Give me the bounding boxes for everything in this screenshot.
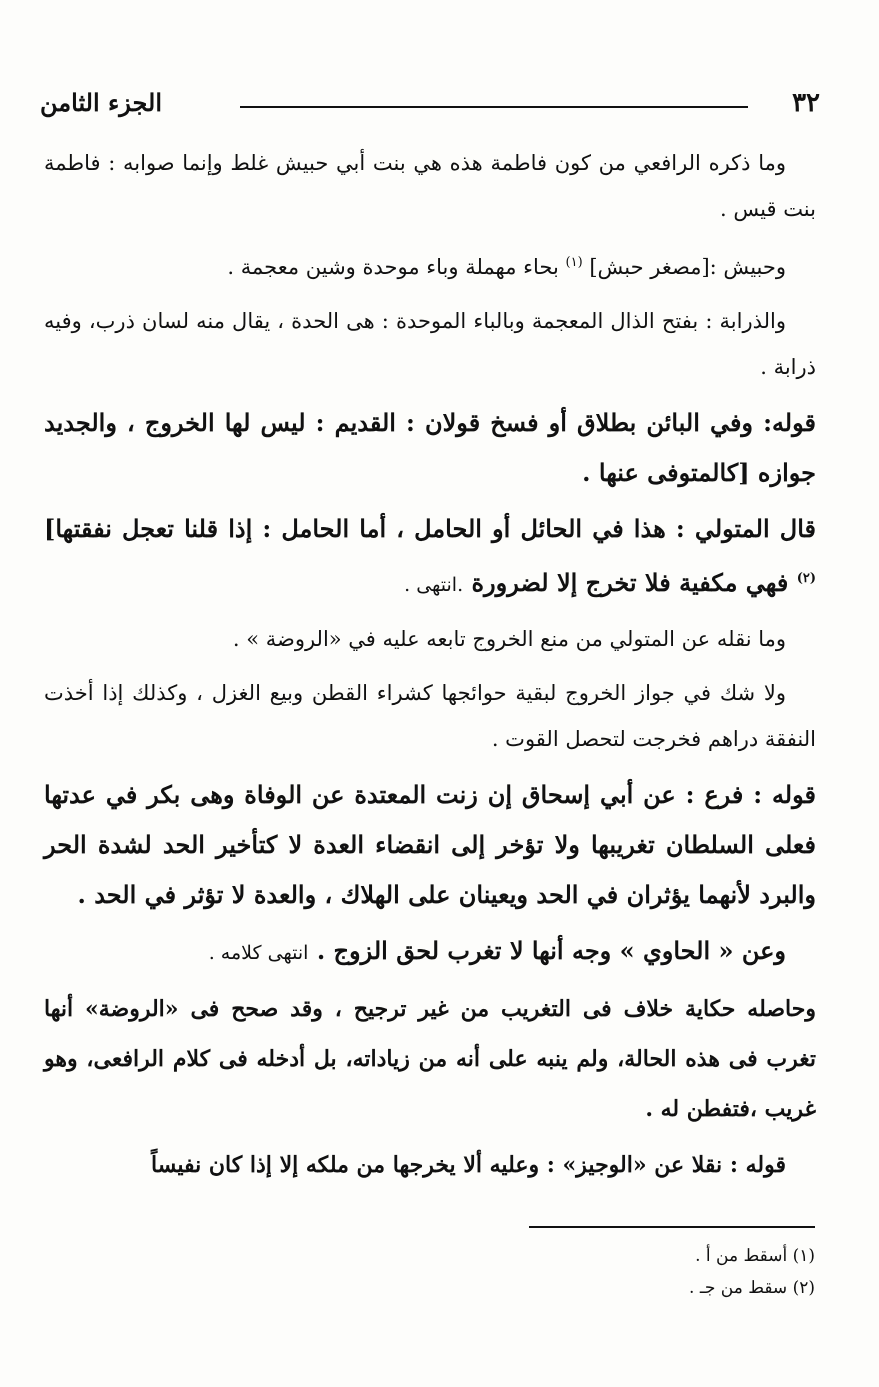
paragraph: والذرابة : بفتح الذال المعجمة وبالباء الموحدة : هى الحدة ، يقال منه لسان ذرب، وفيه ذرابة . [44, 309, 816, 379]
paragraph-text: بحاء مهملة وباء موحدة وشين معجمة . [227, 255, 559, 279]
paragraph-text: وحبيش :[مصغر حبش] [589, 255, 786, 279]
bold-paragraph [44, 926, 816, 978]
paragraph-tail: انتهى كلامه . [208, 942, 309, 964]
paragraph: وما ذكره الرافعي من كون فاطمة هذه هي بنت أبي حبيش غلط وإنما صوابه : فاطمة بنت قيس . [44, 151, 816, 221]
part-title: الجزء الثامن [40, 88, 163, 117]
paragraph-text: قال المتولي : هذا في الحائل أو الحامل ، أما الحامل : إذا قلنا تعجل نفقتها] [44, 514, 816, 543]
footnote: (٢) سقط من جـ . [689, 1278, 815, 1298]
header-rule [240, 106, 748, 108]
paragraph-text: فهي مكفية فلا تخرج إلا لضرورة [471, 568, 789, 597]
footnote-reference: (٢) [796, 571, 816, 586]
bold-paragraph: قوله: وفي البائن بطلاق أو فسخ قولان : القديم : ليس لها الخروج ، والجديد جوازه [كالمتوفى عنها . [44, 408, 816, 487]
paragraph [44, 240, 816, 290]
page-header [40, 88, 820, 124]
paragraph: ولا شك في جواز الخروج لبقية حوائجها كشراء القطن وبيع الغزل ، وكذلك إذا أخذت النفقة دراهم فخرجت لتحصل القوت . [44, 681, 816, 751]
page-number: ٣٢ [792, 88, 820, 118]
bold-paragraph: قوله : نقلا عن «الوجيز» : وعليه ألا يخرجها من ملكه إلا إذا كان نفيساً [151, 1152, 786, 1178]
footnotes [415, 1240, 815, 1304]
bold-paragraph: قوله : فرع : عن أبي إسحاق إن زنت المعتدة عن الوفاة وهى بكر في عدتها فعلى السلطان تغريبها ولا تؤخر إلى انقضاء العدة لا كتأخير الحد لشدة الحر والبرد لأنهما يؤثران في الحد ويعينان على الهلاك ، والعدة لا تؤثر في الحد . [44, 780, 816, 909]
bold-paragraph: وحاصله حكاية خلاف فى التغريب من غير ترجيح ، وقد صحح فى «الروضة» أنها تغرب فى هذه الحالة، ولم ينبه على أنه من زياداته، بل أدخله فى كلام الرافعى، وهو غريب ،فتفطن له . [44, 996, 816, 1122]
footnote: (١) أسقط من أ . [695, 1246, 815, 1266]
footnote-reference: (١) [565, 255, 583, 270]
paragraph-text: وعن « الحاوي » وجه أنها لا تغرب لحق الزوج . [316, 936, 786, 965]
paragraph-tail: .انتهى . [404, 574, 464, 596]
footnote-rule [529, 1226, 815, 1228]
page-body [44, 140, 816, 1196]
bold-paragraph [44, 504, 816, 610]
paragraph: وما نقله عن المتولي من منع الخروج تابعه عليه في «الروضة » . [232, 627, 786, 651]
